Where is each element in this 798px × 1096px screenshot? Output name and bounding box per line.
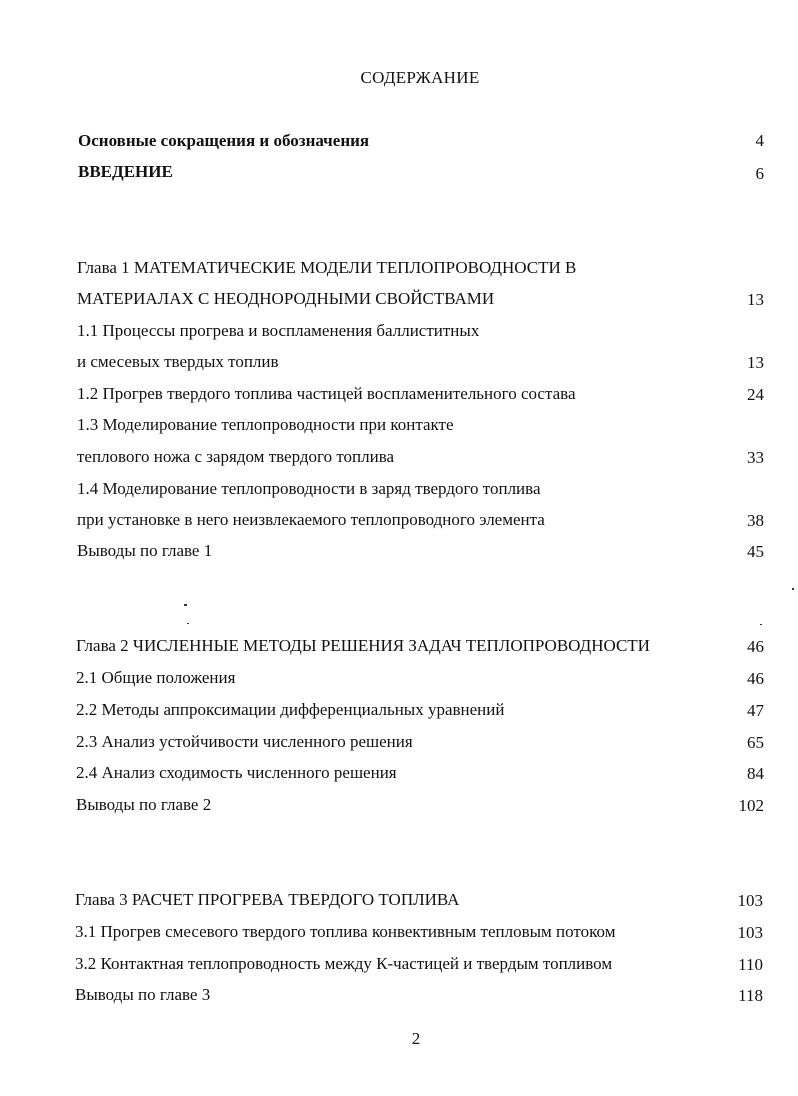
scan-speck	[760, 624, 762, 625]
toc-section-2-2-page: 47	[747, 701, 764, 720]
toc-section-2-4-page: 84	[747, 764, 764, 783]
toc-section-1-3-line1: 1.3 Моделирование теплопроводности при контакте	[77, 415, 454, 434]
scan-speck	[184, 604, 187, 606]
toc-section-3-1: 3.1 Прогрев смесевого твердого топлива конвективным тепловым потоком	[75, 922, 616, 941]
toc-section-1-4-line1: 1.4 Моделирование теплопроводности в заряд твердого топлива	[77, 479, 541, 498]
toc-section-1-2: 1.2 Прогрев твердого топлива частицей воспламенительного состава	[77, 384, 576, 403]
toc-section-1-3-line2: теплового ножа с зарядом твердого топлива	[77, 447, 395, 466]
toc-conclusions-2-page: 102	[738, 796, 764, 815]
toc-section-2-1: 2.1 Общие положения	[76, 668, 236, 687]
toc-section-3-1-page: 103	[737, 923, 763, 942]
toc-conclusions-3: Выводы по главе 3	[75, 985, 211, 1004]
toc-chapter-2-title: Глава 2 ЧИСЛЕННЫЕ МЕТОДЫ РЕШЕНИЯ ЗАДАЧ ТЕПЛОПРОВОДНОСТИ	[76, 636, 650, 655]
toc-section-3-2: 3.2 Контактная теплопроводность между К-частицей и твердым топливом	[75, 954, 613, 973]
toc-chapter-3-page: 103	[737, 891, 763, 910]
toc-section-3-2-page: 110	[738, 955, 763, 974]
toc-section-1-3-page: 33	[747, 448, 764, 467]
toc-section-1-1-line2: и смесевых твердых топлив	[77, 352, 279, 371]
toc-section-1-1-line1: 1.1 Процессы прогрева и воспламенения баллиститных	[77, 321, 480, 340]
toc-conclusions-1: Выводы по главе 1	[77, 541, 213, 560]
toc-section-1-4-line2: при установке в него неизвлекаемого теплопроводного элемента	[77, 510, 545, 529]
toc-chapter-1-page: 13	[747, 290, 764, 309]
toc-chapter-2-page: 46	[747, 637, 764, 656]
scan-speck	[792, 588, 794, 590]
toc-chapter-3-title: Глава 3 РАСЧЕТ ПРОГРЕВА ТВЕРДОГО ТОПЛИВА	[75, 890, 460, 909]
scan-speck	[187, 623, 189, 624]
page-number: 2	[411, 1029, 421, 1048]
toc-section-2-1-page: 46	[747, 669, 764, 688]
toc-page-abbreviations: 4	[755, 131, 764, 150]
toc-chapter-1-title-line1: Глава 1 МАТЕМАТИЧЕСКИЕ МОДЕЛИ ТЕПЛОПРОВОДНОСТИ В	[77, 258, 577, 277]
toc-section-2-4: 2.4 Анализ сходимость численного решения	[76, 763, 397, 782]
toc-section-2-2: 2.2 Методы аппроксимации дифференциальных уравнений	[76, 700, 505, 719]
toc-section-1-2-page: 24	[747, 385, 764, 404]
toc-chapter-1-title-line2: МАТЕРИАЛАХ С НЕОДНОРОДНЫМИ СВОЙСТВАМИ	[77, 289, 495, 308]
toc-entry-abbreviations: Основные сокращения и обозначения	[78, 131, 370, 150]
toc-conclusions-1-page: 45	[747, 542, 764, 561]
toc-section-2-3-page: 65	[747, 733, 764, 752]
toc-page-introduction: 6	[755, 164, 764, 183]
toc-section-1-1-page: 13	[747, 353, 764, 372]
toc-section-2-3: 2.3 Анализ устойчивости численного решения	[76, 732, 413, 751]
page-title: СОДЕРЖАНИЕ	[360, 68, 480, 87]
toc-section-1-4-page: 38	[747, 511, 764, 530]
toc-conclusions-3-page: 118	[738, 986, 763, 1005]
toc-conclusions-2: Выводы по главе 2	[76, 795, 212, 814]
toc-entry-introduction: ВВЕДЕНИЕ	[78, 162, 173, 181]
